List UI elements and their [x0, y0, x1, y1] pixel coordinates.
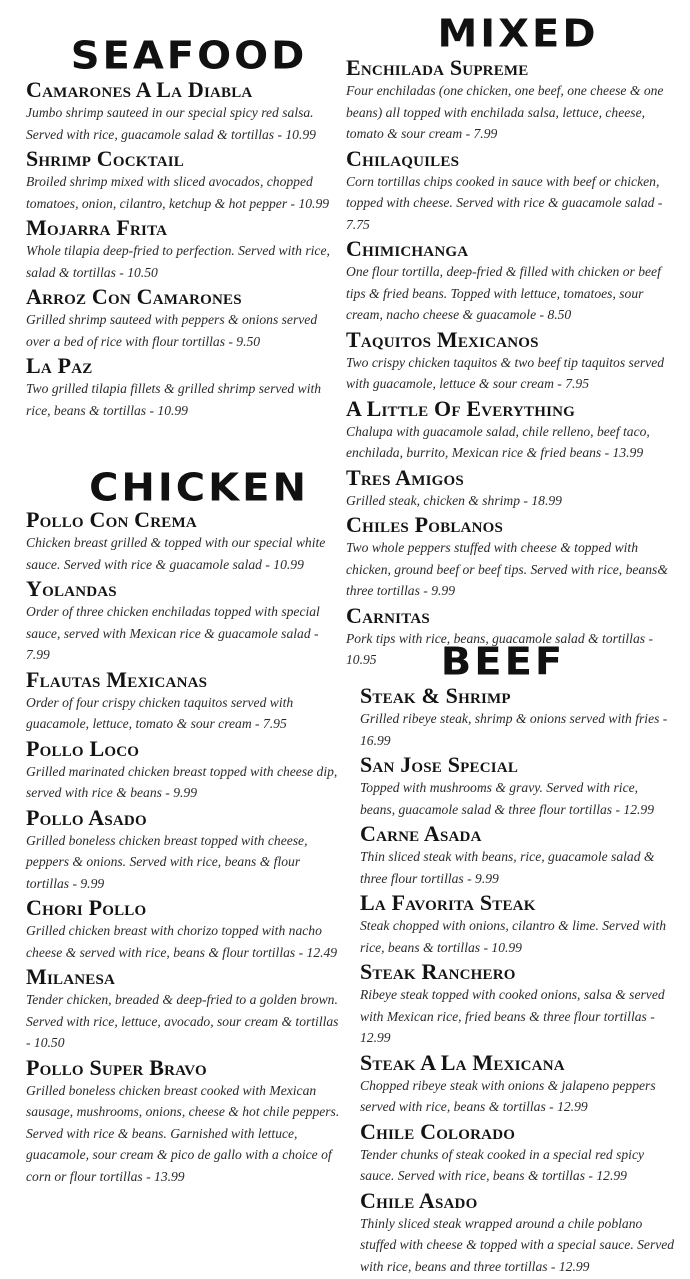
seafood-section: [26, 36, 342, 423]
item-desc: Order of four crispy chicken taquitos served with guacamole, lettuce, tomato & sour cream - 7.95: [26, 694, 294, 731]
beef-section: [360, 642, 676, 1279]
chicken-title: CHICKEN: [89, 466, 309, 510]
item-desc: Two whole peppers stuffed with cheese & topped with chicken, ground beef or beef tips. Served with rice, beans& three tortillas - 9.99: [346, 540, 668, 598]
menu-item: [346, 56, 676, 145]
item-name: Arroz Con Camarones: [26, 284, 242, 309]
menu-item: [360, 684, 676, 751]
item-desc: Chopped ribeye steak with onions & jalapeno peppers served with rice, beans & tortillas - 12.99: [360, 1077, 656, 1114]
menu-item: [346, 513, 676, 602]
menu-item: [26, 216, 342, 283]
menu-item: [346, 237, 676, 326]
menu-item: [26, 285, 342, 352]
item-desc: Grilled marinated chicken breast topped with cheese dip, served with rice & beans - 9.99: [26, 763, 338, 800]
item-name: San Jose Special: [360, 752, 519, 777]
menu-item: [360, 822, 676, 889]
menu-item: [26, 354, 342, 421]
menu-item: [26, 577, 342, 666]
menu-item: [26, 896, 342, 963]
menu-item: [26, 737, 342, 804]
item-name: Steak Ranchero: [360, 959, 516, 984]
item-desc: Steak chopped with onions, cilantro & lime. Served with rice, beans & tortillas - 10.99: [360, 918, 667, 955]
item-desc: Grilled boneless chicken breast cooked with Mexican sausage, mushrooms, onions, cheese & hot chile peppers. Served with rice & beans. Garnished with lettuce, guacamole, sour cream & pico de gallo with a choice of corn or flour tortillas - 13.99: [26, 1082, 340, 1184]
menu-item: [360, 1051, 676, 1118]
item-name: Pollo Asado: [26, 804, 147, 830]
item-name: Chile Colorado: [360, 1118, 516, 1144]
item-desc: Thin sliced steak with beans, rice, guacamole salad & three flour tortillas - 9.99: [360, 849, 655, 886]
menu-item: [26, 806, 342, 895]
item-name: Shrimp Cocktail: [26, 146, 185, 171]
item-name: Steak & Shrimp: [360, 683, 511, 708]
menu-item: [26, 78, 342, 145]
item-name: Flautas Mexicanas: [26, 666, 208, 692]
item-desc: Grilled shrimp sauteed with peppers & onions served over a bed of rice with flour tortillas - 9.50: [26, 312, 318, 349]
mixed-section: [346, 14, 676, 673]
item-desc: Pork tips with rice, beans, guacamole salad & tortillas - 10.95: [346, 630, 653, 667]
beef-items: [360, 684, 676, 1277]
item-desc: Thinly sliced steak wrapped around a chile poblano stuffed with cheese & topped with a special sauce. Served with rice, beans and three tortillas - 12.99: [360, 1215, 675, 1274]
item-desc: Corn tortillas chips cooked in sauce with beef or chicken, topped with cheese. Served with rice & guacamole salad - 7.75: [346, 173, 663, 232]
menu-item: [360, 891, 676, 958]
item-desc: Tender chunks of steak cooked in a special red spicy sauce. Served with rice, beans & tortillas - 12.99: [360, 1146, 645, 1183]
item-name: Tres Amigos: [346, 464, 464, 490]
item-name: La Favorita Steak: [360, 890, 536, 915]
item-desc: Two grilled tilapia fillets & grilled shrimp served with rice, beans & tortillas - 10.99: [26, 381, 322, 418]
menu-item: [26, 147, 342, 214]
item-name: Taquitos Mexicanos: [346, 326, 539, 352]
menu-item: [346, 397, 676, 464]
menu-item: [360, 960, 676, 1049]
item-desc: Grilled boneless chicken breast topped with cheese, peppers & onions. Served with rice, beans & flour tortillas - 9.99: [26, 832, 308, 891]
item-name: Mojarra Frita: [26, 215, 168, 240]
item-name: La Paz: [26, 353, 93, 378]
menu-item: [346, 466, 676, 512]
item-desc: Grilled chicken breast with chorizo topped with nacho cheese & served with rice, beans & flour tortillas - 12.49: [26, 923, 338, 960]
menu-item: [346, 147, 676, 236]
item-desc: Broiled shrimp mixed with sliced avocados, chopped tomatoes, onion, cilantro, ketchup & hot pepper - 10.99: [26, 174, 330, 211]
item-desc: Two crispy chicken taquitos & two beef tip taquitos served with guacamole, lettuce & sour cream - 7.95: [346, 354, 665, 391]
item-desc: Whole tilapia deep-fried to perfection. Served with rice, salad & tortillas - 10.50: [26, 243, 330, 280]
menu-item: [346, 328, 676, 395]
item-desc: Jumbo shrimp sauteed in our special spicy red salsa. Served with rice, guacamole salad & tortillas - 10.99: [26, 105, 316, 142]
item-name: Chiles Poblanos: [346, 512, 504, 537]
seafood-items: [26, 78, 342, 421]
item-desc: Order of three chicken enchiladas topped with special sauce, served with Mexican rice & guacamole salad - 7.99: [26, 604, 320, 662]
item-name: Chimichanga: [346, 236, 469, 261]
menu-item: [26, 965, 342, 1054]
item-desc: Ribeye steak topped with cooked onions, salsa & served with Mexican rice, fried beans & three flour tortillas - 12.99: [360, 987, 665, 1045]
mixed-title: MIXED: [437, 12, 599, 56]
menu-item: [26, 668, 342, 735]
menu-item: [360, 1189, 676, 1278]
item-desc: Topped with mushrooms & gravy. Served with rice, beans, guacamole salad & three flour tortillas - 12.99: [360, 780, 655, 817]
seafood-title: SEAFOOD: [70, 34, 308, 78]
item-desc: Grilled ribeye steak, shrimp & onions served with fries - 16.99: [360, 711, 668, 748]
item-name: Pollo Loco: [26, 735, 140, 761]
item-name: Steak A La Mexicana: [360, 1049, 565, 1075]
menu-item: [26, 1056, 342, 1188]
item-name: Enchilada Supreme: [346, 55, 529, 80]
item-desc: Grilled steak, chicken & shrimp - 18.99: [346, 492, 562, 508]
item-name: Milanesa: [26, 964, 116, 989]
item-desc: Tender chicken, breaded & deep-fried to a golden brown. Served with rice, lettuce, avocado, sour cream & tortillas - 10.50: [26, 992, 339, 1050]
beef-title: BEEF: [440, 640, 566, 684]
item-name: Camarones A La Diabla: [26, 77, 253, 102]
menu-item: [360, 1120, 676, 1187]
item-desc: Chalupa with guacamole salad, chile relleno, beef taco, enchilada, burrito, Mexican rice & fried beans - 13.99: [346, 423, 650, 460]
item-name: Yolandas: [26, 576, 117, 601]
menu-item: [360, 753, 676, 820]
item-name: Pollo Con Crema: [26, 507, 197, 532]
item-desc: Four enchiladas (one chicken, one beef, one cheese & one beans) all topped with enchilada salsa, lettuce, cheese, tomato & sour cream - 7.99: [346, 83, 664, 141]
mixed-items: [346, 56, 676, 671]
item-name: A Little Of Everything: [346, 395, 576, 421]
menu-item: [26, 508, 342, 575]
item-desc: Chicken breast grilled & topped with our special white sauce. Served with rice & guacamole salad - 10.99: [26, 535, 326, 572]
chicken-section: [26, 468, 342, 1189]
item-name: Carne Asada: [360, 821, 482, 846]
item-name: Carnitas: [346, 602, 430, 628]
chicken-items: [26, 508, 342, 1187]
item-name: Chile Asado: [360, 1187, 478, 1213]
item-name: Pollo Super Bravo: [26, 1054, 207, 1080]
item-name: Chori Pollo: [26, 895, 147, 920]
item-desc: One flour tortilla, deep-fried & filled with chicken or beef tips & fried beans. Topped with lettuce, tomatoes, sour cream, nacho cheese & guacamole - 8.50: [346, 264, 661, 322]
item-name: Chilaquiles: [346, 145, 460, 171]
